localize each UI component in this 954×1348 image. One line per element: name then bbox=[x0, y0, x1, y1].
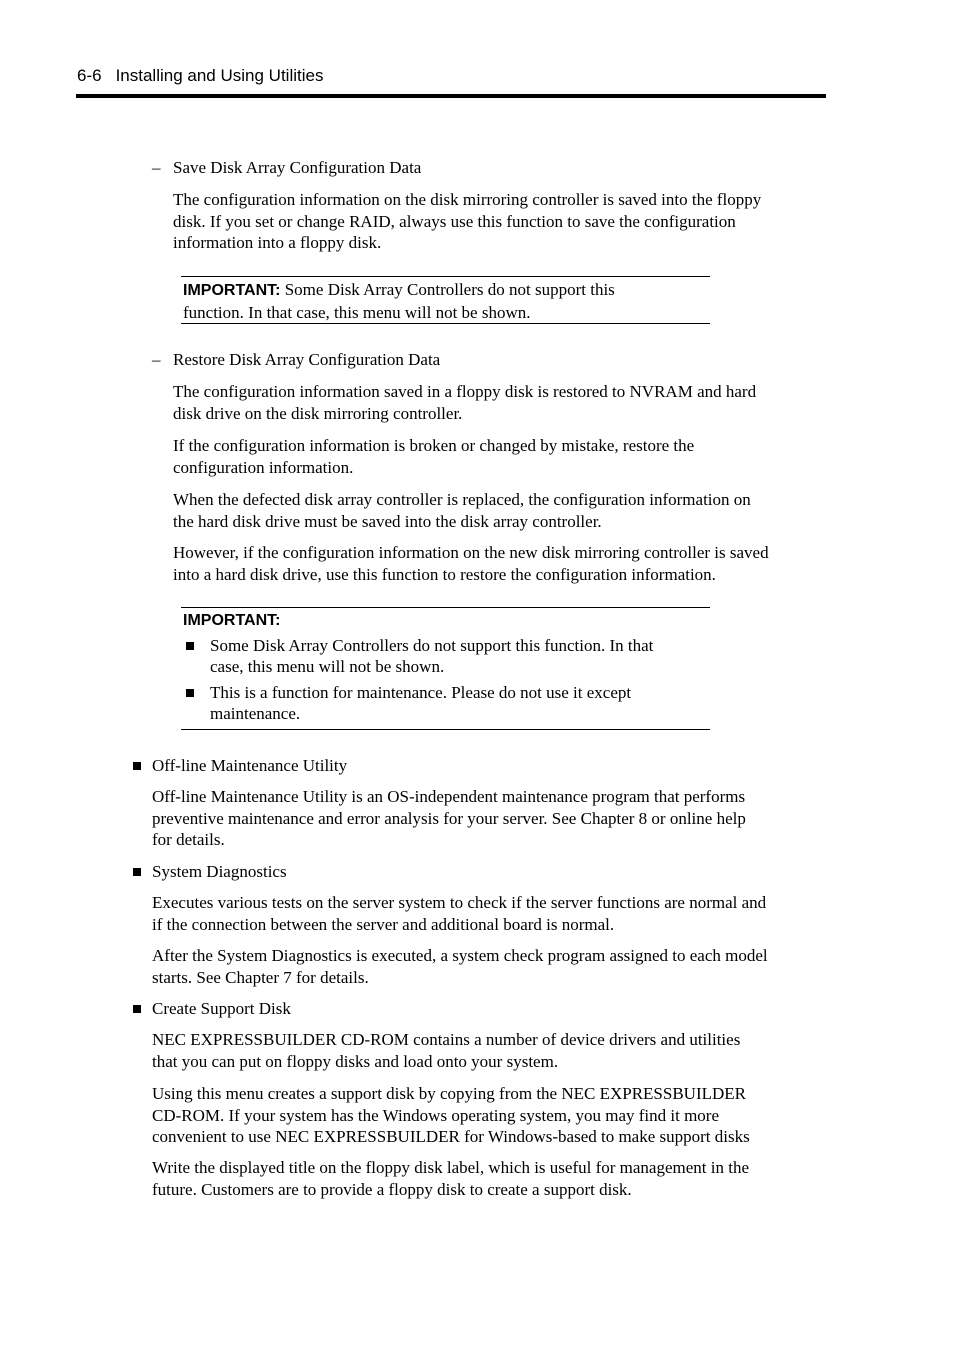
diagnostics-paragraph bbox=[152, 892, 832, 935]
restore-config-title: Restore Disk Array Configuration Data bbox=[173, 350, 441, 369]
text-line: for details. bbox=[152, 830, 225, 849]
save-config-description bbox=[173, 189, 823, 254]
text-line: If the configuration information is broken or changed by mistake, restore the bbox=[173, 436, 695, 455]
system-diagnostics-title: System Diagnostics bbox=[152, 862, 287, 881]
restore-paragraph bbox=[173, 381, 823, 424]
text-line: CD-ROM. If your system has the Windows operating system, you may find it more bbox=[152, 1105, 720, 1125]
text-line: the hard disk drive must be saved into the disk array controller. bbox=[173, 511, 602, 531]
text-line: preventive maintenance and error analysis for your server. See Chapter 8 or online help bbox=[152, 808, 746, 828]
text-line: disk drive on the disk mirroring controller. bbox=[173, 403, 463, 423]
text-line: that you can put on floppy disks and load onto your system. bbox=[152, 1051, 559, 1071]
text-line: into a hard disk drive, use this function to restore the configuration information. bbox=[173, 564, 716, 584]
text-line: Write the displayed title on the floppy disk label, which is useful for management in the bbox=[152, 1158, 750, 1177]
important-label: IMPORTANT: bbox=[183, 612, 281, 629]
text-line: function. In that case, this menu will not be shown. bbox=[183, 302, 531, 322]
support-disk-heading bbox=[133, 998, 291, 1020]
diagnostics-paragraph bbox=[152, 945, 832, 988]
text-line: Executes various tests on the server system to check if the server functions are normal and bbox=[152, 893, 767, 912]
save-config-heading bbox=[152, 157, 421, 179]
list-item bbox=[183, 682, 708, 725]
text-line: When the defected disk array controller is replaced, the configuration information on bbox=[173, 490, 751, 509]
text-line: Some Disk Array Controllers do not support this bbox=[284, 280, 615, 299]
text-line: Some Disk Array Controllers do not support this function. In that bbox=[210, 635, 654, 655]
offline-maintenance-description bbox=[152, 786, 832, 851]
square-bullet-icon bbox=[133, 1005, 141, 1013]
list-item bbox=[183, 635, 708, 678]
support-paragraph bbox=[152, 1083, 832, 1148]
dash-marker: – bbox=[152, 350, 161, 369]
text-line: future. Customers are to provide a floppy disk to create a support disk. bbox=[152, 1179, 632, 1199]
text-line: case, this menu will not be shown. bbox=[210, 657, 445, 676]
save-config-title: Save Disk Array Configuration Data bbox=[173, 158, 422, 177]
square-bullet-icon bbox=[186, 642, 194, 650]
square-bullet-icon bbox=[186, 689, 194, 697]
text-line: This is a function for maintenance. Please do not use it except bbox=[210, 682, 632, 702]
important-note-save bbox=[181, 276, 710, 324]
system-diagnostics-heading bbox=[133, 861, 287, 883]
text-line: The configuration information saved in a floppy disk is restored to NVRAM and hard bbox=[173, 382, 757, 401]
chapter-title: Installing and Using Utilities bbox=[115, 66, 324, 85]
text-line: NEC EXPRESSBUILDER CD-ROM contains a number of device drivers and utilities bbox=[152, 1030, 741, 1049]
text-line: information into a floppy disk. bbox=[173, 233, 382, 252]
text-line: disk. If you set or change RAID, always use this function to save the configuration bbox=[173, 211, 736, 231]
text-line: However, if the configuration information on the new disk mirroring controller is saved bbox=[173, 543, 769, 562]
restore-paragraph bbox=[173, 542, 823, 585]
support-disk-title: Create Support Disk bbox=[152, 999, 291, 1018]
restore-paragraph bbox=[173, 489, 823, 532]
restore-config-heading bbox=[152, 349, 440, 371]
text-line: After the System Diagnostics is executed, a system check program assigned to each model bbox=[152, 946, 768, 965]
text-line: starts. See Chapter 7 for details. bbox=[152, 967, 369, 987]
restore-paragraph bbox=[173, 435, 823, 478]
support-paragraph bbox=[152, 1157, 832, 1200]
text-line: configuration information. bbox=[173, 457, 354, 477]
offline-maintenance-title: Off-line Maintenance Utility bbox=[152, 756, 348, 775]
page-header bbox=[77, 65, 826, 87]
dash-marker: – bbox=[152, 158, 161, 177]
square-bullet-icon bbox=[133, 868, 141, 876]
text-line: if the connection between the server and additional board is normal. bbox=[152, 914, 615, 934]
section-number: 6-6 bbox=[77, 66, 102, 85]
text-line: maintenance. bbox=[210, 704, 301, 723]
important-note-restore bbox=[181, 607, 710, 730]
header-rule bbox=[76, 94, 826, 98]
text-line: convenient to use NEC EXPRESSBUILDER for Windows-based to make support disks bbox=[152, 1127, 750, 1146]
text-line: The configuration information on the disk mirroring controller is saved into the floppy bbox=[173, 190, 762, 209]
text-line: Off-line Maintenance Utility is an OS-independent maintenance program that performs bbox=[152, 787, 746, 806]
support-paragraph bbox=[152, 1029, 832, 1072]
offline-maintenance-heading bbox=[133, 755, 347, 777]
important-label: IMPORTANT: bbox=[183, 282, 281, 299]
text-line: Using this menu creates a support disk by copying from the NEC EXPRESSBUILDER bbox=[152, 1084, 747, 1103]
square-bullet-icon bbox=[133, 762, 141, 770]
